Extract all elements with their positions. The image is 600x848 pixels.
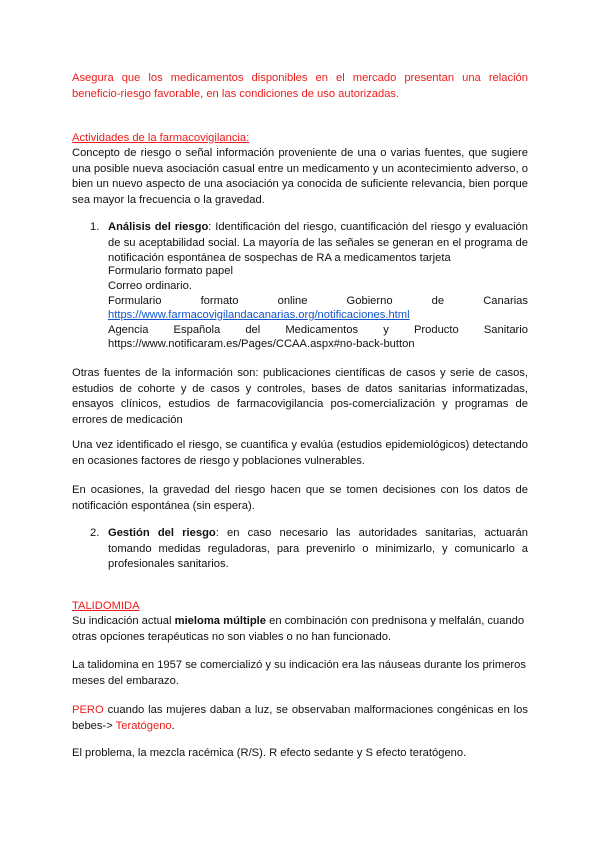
text: Su indicación actual [72,615,175,627]
text: cuando las mujeres daban a luz, se observaban malformaciones congénicas en los bebes-> [72,704,528,732]
talidomida-indication [72,614,528,645]
mail-line: Correo ordinario. [108,280,192,292]
teratogeno-red: Teratógeno [115,719,172,732]
word: formato [200,295,239,307]
activities-paragraph: Concepto de riesgo o señal información proveniente de una o varias fuentes, que sugiere una posible nueva asociación casual entre un medicamento y un acontecimiento adverso, o bien un nuevo aspecto de una asociación ya conocida de suficiente relevancia, bien porque sea mayor la frecuencia o la gravedad. [72,147,528,206]
intro-paragraph: Asegura que los medicamentos disponibles en el mercado presentan una relación beneficio-riesgo favorable, en las condiciones de uso autorizadas. [72,72,528,100]
canarias-link[interactable]: https://www.farmacovigilandacanarias.org/notificaciones.html [108,309,410,321]
list-number: 1. [90,221,100,233]
list-item-analysis [90,220,528,267]
text: . [171,719,175,732]
severity-paragraph: En ocasiones, la gravedad del riesgo hacen que se tomen decisiones con los datos de notificación espontánea (sin espera). [72,484,528,512]
word: Producto [413,324,459,336]
word: del [245,324,261,336]
word: Canarias [483,295,528,307]
word: Medicamentos [285,324,359,336]
activities-heading: Actividades de la farmacovigilancia: [72,132,250,144]
mieloma-bold: mieloma múltiple [174,615,267,627]
talidomida-problem [72,703,528,734]
word: Agencia [108,324,149,336]
pero-red: PERO [72,704,104,716]
word: Española [173,324,221,336]
management-text: : en caso necesario las autoridades sanitarias, actuarán tomando medidas reguladoras, para prevenirlo o minimizarlo, y comunicarlo a profesionales sanitarios. [108,527,528,571]
talidomida-racemic: El problema, la mezcla racémica (R/S). R efecto sedante y S efecto teratógeno. [72,747,467,759]
word: de [431,295,445,307]
talidomida-heading: TALIDOMIDA [72,600,140,612]
analysis-title: Análisis del riesgo [108,221,209,233]
word: online [277,295,308,307]
text: en combinación con prednisona y melfalán, cuando otras opciones terapéuticas no son viables o no han funcionado. [72,615,525,643]
list-number: 2. [90,527,100,539]
analysis-text: : Identificación del riesgo, cuantificación del riesgo y evaluación de su aceptabilidad social. La mayoría de las señales se generan en el programa de notificación espontánea de sospechas de RA a medicamentos tarjeta [108,221,528,265]
word: Formulario [108,295,162,307]
management-title: Gestión del riesgo [108,527,216,539]
word: y [383,324,389,336]
list-item-management [90,526,528,573]
word: Gobierno [346,295,393,307]
other-sources-paragraph: Otras fuentes de la información son: publicaciones científicas de casos y serie de casos, estudios de cohorte y de casos y controles, bases de datos sanitarias informatizadas, ensayos clínicos, estudios de farmacovigilancia pos-comercialización y programas de errores de medicación [72,367,528,426]
talidomida-history: La talidomina en 1957 se comercializó y su indicación era las náuseas durante los primeros meses del embarazo. [72,659,526,687]
aemps-url: https://www.notificaram.es/Pages/CCAA.aspx#no-back-button [108,338,415,350]
paper-form-line: Formulario formato papel [108,265,233,277]
quantify-paragraph: Una vez identificado el riesgo, se cuantifica y evalúa (estudios epidemiológicos) detectando en ocasiones factores de riesgo y poblaciones vulnerables. [72,439,528,467]
word: Sanitario [483,324,528,336]
